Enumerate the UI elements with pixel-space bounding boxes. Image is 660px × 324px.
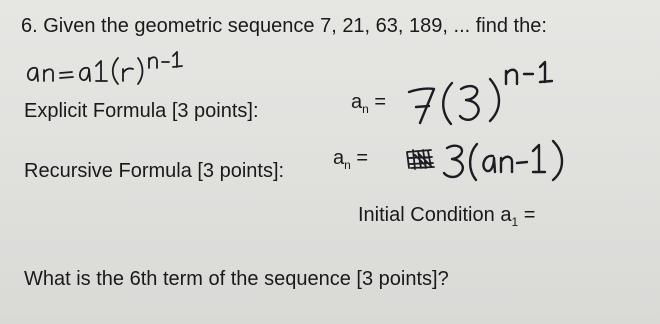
recursive-equals: = [356,147,369,169]
explicit-equals: = [374,91,387,113]
handwritten-recursive-text: 3(an-1) [405,138,409,139]
question-prompt: Given the geometric sequence 7, 21, 63, 189, ... find the: [43,15,547,37]
initial-var: a [500,204,512,226]
explicit-formula-label: Explicit Formula [3 points]: [24,100,259,122]
question-number: 6. [21,15,38,37]
handwritten-explicit-text: 7(3)n-1 [400,57,404,58]
initial-condition [358,204,536,229]
handwritten-general-formula [22,44,242,86]
recursive-formula-an [333,147,369,172]
recursive-subscript: n [344,158,351,172]
recursive-var: a [333,147,345,169]
handwritten-recursive-answer [405,138,595,184]
explicit-var: a [351,91,363,113]
initial-subscript: 1 [511,215,519,229]
handwritten-explicit-answer [400,57,570,127]
question-heading [21,16,547,36]
recursive-formula-label: Recursive Formula [3 points]: [24,160,285,182]
scribble-mark [407,150,434,169]
explicit-subscript: n [362,102,369,116]
handwritten-general-formula-text: an=a1(r)n-1 [22,44,29,45]
initial-equals: = [523,204,536,226]
explicit-formula-an [351,91,387,116]
initial-condition-label: Initial Condition [358,204,495,226]
sixth-term-question: What is the 6th term of the sequence [3 points]? [24,268,449,290]
